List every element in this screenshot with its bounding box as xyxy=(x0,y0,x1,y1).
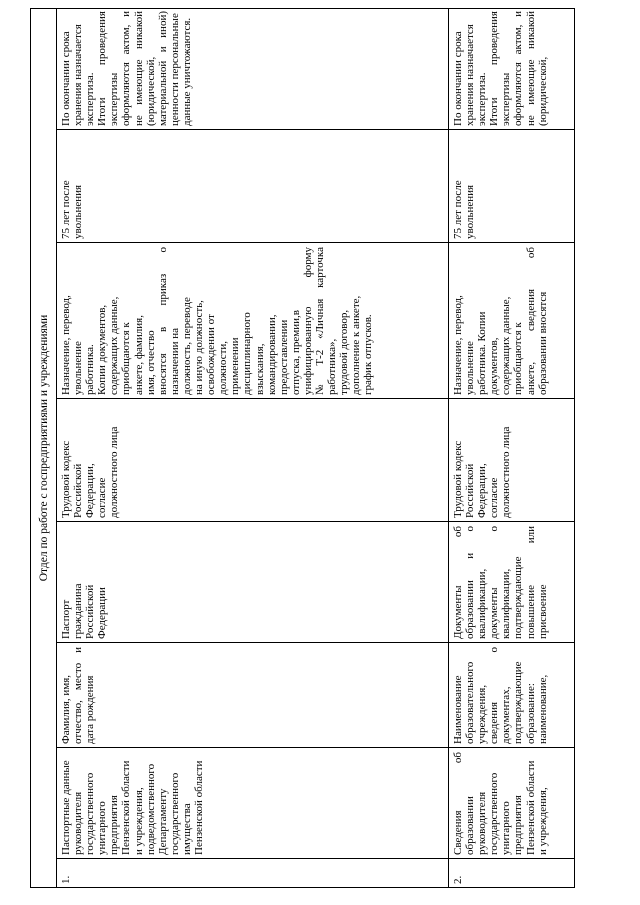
storage-period-cell xyxy=(57,129,448,242)
cell-text-line: повышение или xyxy=(524,526,537,639)
cell-text-line: документов, xyxy=(488,337,501,395)
after-expiry-cell xyxy=(57,7,448,129)
cell-text-line: дата рождения xyxy=(84,675,97,744)
cell-text-line: применении xyxy=(229,337,242,395)
processing-actions-cell xyxy=(57,242,448,398)
cell-text-line: квалификации, xyxy=(476,568,489,639)
row-number-cell: 1. xyxy=(57,858,448,887)
cell-text-line: (юридической, xyxy=(144,56,157,126)
cell-text-line: увольнения xyxy=(464,184,477,239)
rotated-table-page xyxy=(30,8,575,888)
cell-text-line: образование: xyxy=(524,683,537,744)
cell-text-line: экспертиза. xyxy=(84,72,97,126)
cell-text-line: работника», xyxy=(326,338,339,395)
cell-text-line: оформляются актом, и xyxy=(120,11,133,126)
cell-text-line: имя, отчество xyxy=(144,330,157,395)
cell-text-line: подведомственного xyxy=(144,763,157,855)
cell-text-line: По окончании срока xyxy=(452,31,464,126)
legal-basis-cell xyxy=(449,398,574,521)
cell-text-line: Итоги проведения xyxy=(96,11,109,126)
cell-text-line: Трудовой кодекс xyxy=(452,440,464,518)
cell-text-line: По окончании срока xyxy=(60,31,72,126)
cell-text-line: Российской xyxy=(84,584,97,639)
cell-text-line: на иную должность, xyxy=(193,300,206,395)
cell-text-line: согласие xyxy=(96,477,109,518)
cell-text-line: и учреждения, xyxy=(536,787,549,855)
cell-text-line: Назначение, перевод, xyxy=(60,295,72,395)
source-documents-cell xyxy=(57,521,448,642)
cell-text-line: Фамилия, имя, xyxy=(60,674,72,744)
cell-text-line: Пензенской области xyxy=(193,760,206,855)
cell-text-line: оформляются актом, и xyxy=(512,11,525,126)
cell-text-line: образовании xyxy=(464,796,477,855)
cell-text-line: Российской xyxy=(464,463,477,518)
cell-text-line: Федерации, xyxy=(84,463,97,518)
cell-text-line: образовании и о xyxy=(464,526,477,639)
cell-text-line: должности, xyxy=(217,340,230,395)
cell-text-line: хранения назначается xyxy=(464,24,477,126)
cell-text-line: руководителя xyxy=(476,791,489,855)
cell-text-line: сведения о xyxy=(488,647,501,744)
cell-text-line: учреждения, xyxy=(476,684,489,744)
department-header: Отдел по работе с госпредприятиями и учреждениями xyxy=(30,8,56,888)
cell-text-line: Документы об xyxy=(452,526,464,639)
cell-text-line: согласие xyxy=(488,477,501,518)
cell-text-line: командировании, xyxy=(265,314,278,395)
cell-text-line: подтверждающие xyxy=(512,661,525,744)
cell-text-line: должность, переводе xyxy=(180,297,193,395)
storage-period-cell xyxy=(449,129,574,242)
pd-content-cell xyxy=(57,642,448,747)
cell-text-line: экспертизы xyxy=(500,72,513,126)
cell-text-line: отпуска, премии,в xyxy=(289,310,302,395)
cell-text-line: унитарного xyxy=(96,801,109,855)
cell-text-line: увольнение xyxy=(72,341,85,395)
cell-text-line: государственного xyxy=(168,772,181,855)
cell-text-line: Назначение, перевод, xyxy=(452,295,464,395)
cell-text-line: наименование, xyxy=(536,674,549,744)
cell-text-line: трудовой договор, xyxy=(338,309,351,395)
cell-text-line: (юридической, xyxy=(536,56,549,126)
cell-text-line: имущества xyxy=(180,803,193,855)
cell-text-line: анкете, сведения об xyxy=(524,247,537,395)
cell-text-line: и учреждения, xyxy=(132,787,145,855)
processing-actions-cell xyxy=(449,242,574,398)
cell-text-line: работника. Копии xyxy=(476,311,489,395)
cell-text-line: государственного xyxy=(488,772,501,855)
cell-text-line: Наименование xyxy=(452,675,464,744)
cell-text-line: Департаменту xyxy=(156,788,169,855)
cell-text-line: образовании вносятся xyxy=(536,291,549,395)
legal-basis-cell xyxy=(57,398,448,521)
cell-text-line: Итоги проведения xyxy=(488,11,501,126)
cell-text-line: экспертиза. xyxy=(476,72,489,126)
cell-text-line: Паспортные данные xyxy=(60,760,72,855)
cell-text-line: образовательного xyxy=(464,661,477,744)
cell-text-line: 75 лет после xyxy=(60,180,72,239)
cell-text-line: материальной и иной) xyxy=(156,11,169,126)
cell-text-line: увольнение xyxy=(464,341,477,395)
cell-text-line: присвоение xyxy=(536,584,549,639)
cell-text-line: 75 лет после xyxy=(452,180,464,239)
cell-text-line: предприятия xyxy=(512,795,525,855)
cell-text-line: взыскания, xyxy=(253,343,266,395)
cell-text-line: освобождении от xyxy=(205,314,218,395)
cell-text-line: приобщаются к xyxy=(512,322,525,395)
cell-text-line: вносятся в приказ о xyxy=(156,247,169,395)
cell-text-line: № Т-2 «Личная карточка xyxy=(313,247,326,395)
table-row xyxy=(449,8,575,888)
cell-text-line: подтверждающие xyxy=(512,556,525,639)
cell-text-line: отчество, место и xyxy=(72,647,85,744)
source-documents-cell xyxy=(449,521,574,642)
row-number-cell: 2. xyxy=(449,858,574,887)
cell-text-line: документах, xyxy=(500,686,513,744)
cell-text-line: содержащих данные, xyxy=(500,296,513,395)
cell-text-line: дополнение к анкете, xyxy=(350,295,363,395)
cell-text-line: Федерации xyxy=(96,587,109,639)
cell-text-line: руководителя xyxy=(72,791,85,855)
cell-text-line: Пензенской области xyxy=(524,760,537,855)
cell-text-line: увольнения xyxy=(72,184,85,239)
cell-text-line: Российской xyxy=(72,463,85,518)
cell-text-line: экспертизы xyxy=(108,72,121,126)
cell-text-line: Копии документов, xyxy=(96,304,109,395)
cell-text-line: гражданина xyxy=(72,583,85,639)
cell-text-line: государственного xyxy=(84,772,97,855)
cell-text-line: содержащих данные, xyxy=(108,296,121,395)
cell-text-line: квалификации, xyxy=(500,568,513,639)
table-row xyxy=(56,8,449,888)
cell-text-line: должностного лица xyxy=(500,426,513,518)
pd-category-cell xyxy=(449,747,574,858)
cell-text-line: не имеющие никакой xyxy=(524,11,537,126)
cell-text-line: должностного лица xyxy=(108,426,121,518)
cell-text-line: унифицированную форму xyxy=(301,247,314,395)
cell-text-line: данные уничтожаются. xyxy=(180,17,193,126)
pd-content-cell xyxy=(449,642,574,747)
cell-text-line: не имеющие никакой xyxy=(132,11,145,126)
cell-text-line: Трудовой кодекс xyxy=(60,440,72,518)
cell-text-line: график отпусков. xyxy=(362,314,375,395)
cell-text-line: назначении на xyxy=(168,327,181,395)
after-expiry-cell xyxy=(449,7,574,129)
cell-text-line: хранения назначается xyxy=(72,24,85,126)
cell-text-line: дисциплинарного xyxy=(241,312,254,395)
cell-text-line: ценности персональные xyxy=(168,13,181,126)
cell-text-line: работника. xyxy=(84,344,97,395)
cell-text-line: Пензенской области xyxy=(120,760,133,855)
pd-category-cell xyxy=(57,747,448,858)
cell-text-line: Паспорт xyxy=(60,599,72,639)
cell-text-line: унитарного xyxy=(500,801,513,855)
cell-text-line: Сведения об xyxy=(452,752,464,855)
cell-text-line: документы о xyxy=(488,526,501,639)
cell-text-line: анкете, фамилия, xyxy=(132,315,145,395)
cell-text-line: приобщаются к xyxy=(120,322,133,395)
cell-text-line: предприятия xyxy=(108,795,121,855)
cell-text-line: Федерации, xyxy=(476,463,489,518)
cell-text-line: предоставлении xyxy=(277,319,290,395)
